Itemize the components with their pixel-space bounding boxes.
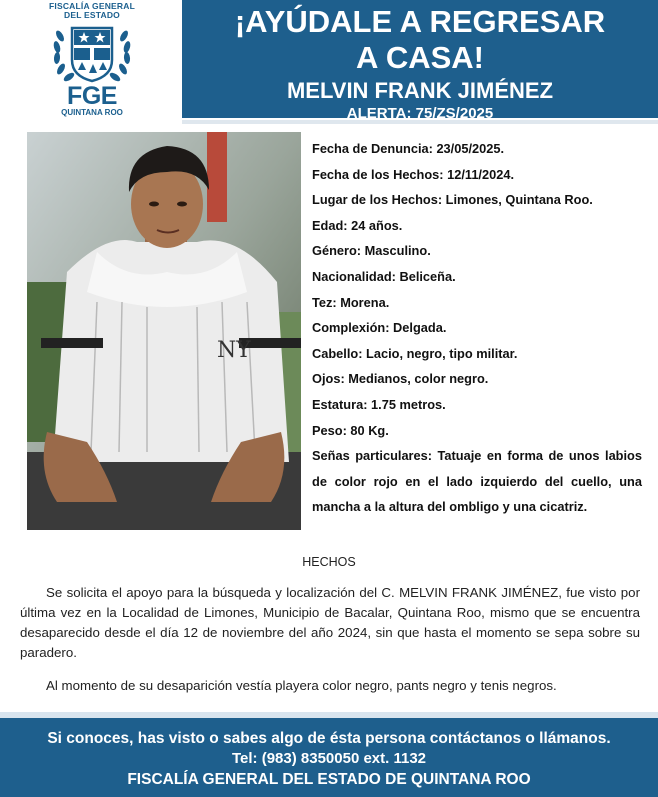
state-shield-icon — [50, 22, 134, 84]
detail-tez: Tez: Morena. — [312, 294, 390, 310]
person-name: MELVIN FRANK JIMÉNEZ — [286, 78, 554, 103]
detail-complexion: Complexión: Delgada. — [312, 320, 447, 336]
svg-text:NY: NY — [217, 338, 251, 363]
detail-fecha-hechos: Fecha de los Hechos: 12/11/2024. — [312, 166, 515, 182]
missing-person-photo — [27, 132, 301, 530]
detail-senas-particulares: Señas particulares: Tatuaje en forma de unos labios de color rojo en el lado izquierdo del cuello, una mancha a la altura del ombligo y una cicatriz. — [312, 448, 642, 515]
footer-agency: FISCALÍA GENERAL DEL ESTADO DE QUINTANA ROO — [127, 771, 531, 788]
detail-ojos: Ojos: Medianos, color negro. — [312, 371, 489, 387]
detail-fecha-denuncia: Fecha de Denuncia: 23/05/2025. — [312, 141, 505, 156]
footer-call-to-action: Si conoces, has visto o sabes algo de ésta persona contáctanos o llámanos. — [47, 730, 611, 747]
contact-footer — [0, 712, 658, 797]
logo-top-text: FISCALÍA GENERAL DEL ESTADO — [49, 1, 135, 20]
alert-code: ALERTA: 75/ZS/2025 — [346, 105, 494, 122]
logo-acronym: FGE — [67, 82, 117, 110]
missing-person-photo-icon — [27, 132, 301, 530]
header-banner — [182, 0, 658, 118]
hechos-paragraph-1: Se solicita el apoyo para la búsqueda y localización del C. MELVIN FRANK JIMÉNEZ, fue visto por última vez en la Localidad de Limones, Municipio de Bacalar, Quintana Roo, mismo que se encuentra desaparecido desde el día 12 de noviembre del año 2024, sin que hasta el momento se sepa sobre su paradero. — [20, 585, 640, 660]
detail-peso: Peso: 80 Kg. — [312, 422, 389, 438]
detail-cabello: Cabello: Lacio, negro, tipo militar. — [312, 345, 518, 361]
headline-line2: A CASA! — [355, 40, 484, 75]
detail-estatura: Estatura: 1.75 metros. — [312, 396, 446, 412]
footer-stripe — [0, 712, 658, 718]
footer-phone: Tel: (983) 8350050 ext. 1132 — [231, 750, 427, 767]
logo-bottom-text: QUINTANA ROO — [61, 108, 123, 117]
hechos-title: HECHOS — [302, 555, 356, 569]
detail-edad: Edad: 24 años. — [312, 217, 403, 233]
headline-line1: ¡AYÚDALE A REGRESAR — [234, 4, 606, 39]
detail-lugar: Lugar de los Hechos: Limones, Quintana Roo. — [312, 192, 593, 208]
person-details — [312, 136, 642, 520]
hechos-paragraph-2: Al momento de su desaparición vestía playera color negro, pants negro y tenis negros. — [46, 678, 557, 693]
detail-genero: Género: Masculino. — [312, 243, 431, 259]
detail-nacionalidad: Nacionalidad: Beliceña. — [312, 268, 456, 284]
fge-logo — [22, 2, 162, 127]
